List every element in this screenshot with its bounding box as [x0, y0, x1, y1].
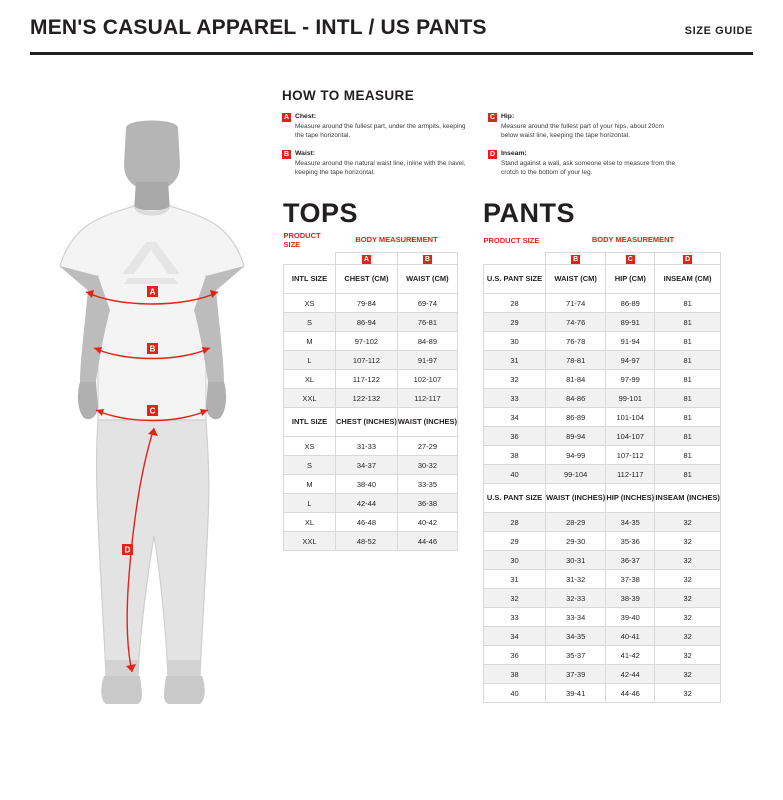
- letter-cell-c: C: [606, 253, 655, 265]
- cell-waist: 29-30: [546, 532, 606, 551]
- cell-size: 36: [484, 427, 546, 446]
- cell-size: S: [284, 456, 336, 475]
- table-row: [484, 684, 721, 703]
- how-to-measure-name: Waist:: [295, 149, 316, 157]
- cell-size: 40: [484, 465, 546, 484]
- pants-col-header-inseam-cm: INSEAM (CM): [655, 265, 721, 294]
- cell-chest: 86-94: [336, 313, 398, 332]
- table-row: [484, 351, 721, 370]
- cell-chest: 97-102: [336, 332, 398, 351]
- pants-table: [483, 228, 721, 703]
- letter-cell-b: B: [397, 253, 457, 265]
- svg-text:B: B: [149, 344, 156, 354]
- cell-size: 34: [484, 408, 546, 427]
- cell-hip: 36-37: [606, 551, 655, 570]
- cell-waist: 34-35: [546, 627, 606, 646]
- cell-hip: 42-44: [606, 665, 655, 684]
- cell-size: M: [284, 332, 336, 351]
- cell-inseam: 81: [655, 351, 721, 370]
- cell-hip: 44-46: [606, 684, 655, 703]
- table-row: [284, 532, 458, 551]
- cell-waist: 99-104: [546, 465, 606, 484]
- table-row: [284, 370, 458, 389]
- how-to-measure-item: [282, 112, 472, 141]
- table-row: [484, 551, 721, 570]
- cell-hip: 35-36: [606, 532, 655, 551]
- cell-inseam: 32: [655, 646, 721, 665]
- how-to-measure-name: Inseam:: [501, 149, 527, 157]
- tops-title: TOPS: [283, 198, 359, 228]
- cell-size: 38: [484, 446, 546, 465]
- cell-size: XS: [284, 294, 336, 313]
- cell-size: 33: [484, 389, 546, 408]
- svg-text:D: D: [124, 545, 131, 555]
- cell-waist: 31-32: [546, 570, 606, 589]
- cell-waist: 28-29: [546, 513, 606, 532]
- cell-size: 40: [484, 684, 546, 703]
- how-to-measure-desc: Measure around the fullest part, under the armpits, keeping the tape horizontal.: [295, 122, 466, 140]
- cell-chest: 122-132: [336, 389, 398, 408]
- cell-waist: 69-74: [397, 294, 457, 313]
- tops-product-size-header: PRODUCT SIZE: [283, 230, 321, 250]
- letter-cell-b: B: [546, 253, 606, 265]
- cell-chest: 79-84: [336, 294, 398, 313]
- cell-hip: 39-40: [606, 608, 655, 627]
- cell-waist: 86-89: [546, 408, 606, 427]
- badge-a: A: [283, 114, 290, 121]
- cell-waist: 74-76: [546, 313, 606, 332]
- pants-col-header-size-in: U.S. PANT SIZE: [484, 484, 546, 513]
- letter-cell-a: A: [336, 253, 398, 265]
- table-row: [284, 313, 458, 332]
- letter-cell-d: D: [655, 253, 721, 265]
- cell-hip: 91-94: [606, 332, 655, 351]
- cell-waist: 89-94: [546, 427, 606, 446]
- cell-inseam: 32: [655, 608, 721, 627]
- cell-hip: 38-39: [606, 589, 655, 608]
- cell-waist: 84-86: [546, 389, 606, 408]
- cell-size: 31: [484, 351, 546, 370]
- tops-col-header-chest-in: CHEST (INCHES): [336, 408, 398, 437]
- cell-waist: 44-46: [397, 532, 457, 551]
- how-to-measure-title: HOW TO MEASURE: [282, 88, 415, 103]
- cell-waist: 36-38: [397, 494, 457, 513]
- pants-col-header-hip-in: HIP (INCHES): [606, 484, 655, 513]
- cell-size: L: [284, 494, 336, 513]
- cell-chest: 107-112: [336, 351, 398, 370]
- badge-d: D: [489, 150, 496, 158]
- cell-hip: 104-107: [606, 427, 655, 446]
- cell-chest: 48-52: [336, 532, 398, 551]
- table-row: [484, 532, 721, 551]
- svg-text:C: C: [149, 406, 156, 416]
- cell-size: 29: [484, 313, 546, 332]
- table-row: [284, 351, 458, 370]
- cell-size: XXL: [284, 389, 336, 408]
- pants-col-header-inseam-in: INSEAM (INCHES): [655, 484, 721, 513]
- cell-inseam: 81: [655, 446, 721, 465]
- cell-inseam: 32: [655, 684, 721, 703]
- table-row: [484, 513, 721, 532]
- cell-size: 36: [484, 646, 546, 665]
- how-to-measure-text: [295, 149, 472, 178]
- table-row: [484, 465, 721, 484]
- table-row: [484, 446, 721, 465]
- cell-waist: 30-32: [397, 456, 457, 475]
- page-header: [0, 0, 783, 58]
- cell-hip: 40-41: [606, 627, 655, 646]
- cell-waist: 102-107: [397, 370, 457, 389]
- pants-product-size-header: PRODUCT SIZE: [483, 235, 540, 245]
- cell-waist: 81-84: [546, 370, 606, 389]
- cell-size: 32: [484, 370, 546, 389]
- how-to-measure-item: [488, 112, 678, 141]
- cell-waist: 39-41: [546, 684, 606, 703]
- cell-inseam: 32: [655, 532, 721, 551]
- cell-inseam: 81: [655, 427, 721, 446]
- cell-inseam: 32: [655, 627, 721, 646]
- cell-hip: 107-112: [606, 446, 655, 465]
- cell-size: XL: [284, 370, 336, 389]
- cell-chest: 34-37: [336, 456, 398, 475]
- cell-waist: 76-78: [546, 332, 606, 351]
- measurement-illustration: [28, 120, 276, 720]
- cell-inseam: 81: [655, 313, 721, 332]
- cell-waist: 78-81: [546, 351, 606, 370]
- table-row: [284, 389, 458, 408]
- table-row: [484, 570, 721, 589]
- cell-hip: 101-104: [606, 408, 655, 427]
- how-to-measure-desc: Stand against a wall, ask someone else to measure from the crotch to the bottom of your leg.: [501, 159, 676, 176]
- how-to-measure-item: [282, 149, 472, 178]
- cell-hip: 86-89: [606, 294, 655, 313]
- table-row: [484, 370, 721, 389]
- badge-b: B: [283, 150, 290, 158]
- cell-waist: 35-37: [546, 646, 606, 665]
- how-to-measure-text: [295, 112, 472, 141]
- pants-col-header-waist-in: WAIST (INCHES): [546, 484, 606, 513]
- cell-size: 30: [484, 332, 546, 351]
- cell-waist: 27-29: [397, 437, 457, 456]
- cell-waist: 40-42: [397, 513, 457, 532]
- cell-waist: 32-33: [546, 589, 606, 608]
- table-row: [284, 294, 458, 313]
- table-row: [484, 608, 721, 627]
- tops-col-header-waist-cm: WAIST (CM): [397, 265, 457, 294]
- tops-table: [283, 228, 458, 551]
- cell-inseam: 32: [655, 589, 721, 608]
- cell-inseam: 81: [655, 465, 721, 484]
- spacer-cell: [484, 253, 546, 265]
- svg-text:A: A: [149, 287, 156, 297]
- table-row: [484, 408, 721, 427]
- cell-hip: 94-97: [606, 351, 655, 370]
- how-to-measure-item: [488, 149, 678, 178]
- cell-size: XXL: [284, 532, 336, 551]
- pants-col-header-size: U.S. PANT SIZE: [484, 265, 546, 294]
- cell-inseam: 81: [655, 294, 721, 313]
- table-row: [484, 627, 721, 646]
- table-row: [284, 494, 458, 513]
- cell-size: XS: [284, 437, 336, 456]
- cell-hip: 37-38: [606, 570, 655, 589]
- how-to-measure-desc: Measure around the fullest part of your hips, about 20cm below waist line, keeping the tape horizontal.: [501, 122, 664, 140]
- cell-chest: 38-40: [336, 475, 398, 494]
- cell-waist: 71-74: [546, 294, 606, 313]
- table-row: [484, 427, 721, 446]
- cell-inseam: 32: [655, 551, 721, 570]
- cell-size: L: [284, 351, 336, 370]
- table-row: [284, 332, 458, 351]
- pants-col-header-waist-cm: WAIST (CM): [546, 265, 606, 294]
- table-row: [484, 389, 721, 408]
- cell-chest: 46-48: [336, 513, 398, 532]
- tops-col-header-size: INTL SIZE: [284, 265, 336, 294]
- cell-waist: 91-97: [397, 351, 457, 370]
- cell-size: 31: [484, 570, 546, 589]
- table-row: [284, 513, 458, 532]
- cell-waist: 33-34: [546, 608, 606, 627]
- tops-body-measurement-header: BODY MEASUREMENT: [355, 235, 438, 245]
- table-row: [284, 456, 458, 475]
- pants-col-header-hip-cm: HIP (CM): [606, 265, 655, 294]
- how-to-measure-desc: Measure around the natural waist line, inline with the navel, keeping the tape horizontal.: [295, 159, 466, 176]
- cell-size: 29: [484, 532, 546, 551]
- tops-col-header-chest-cm: CHEST (CM): [336, 265, 398, 294]
- cell-inseam: 32: [655, 665, 721, 684]
- tops-col-header-size-in: INTL SIZE: [284, 408, 336, 437]
- cell-size: 33: [484, 608, 546, 627]
- pants-title: PANTS: [483, 198, 576, 228]
- cell-hip: 89-91: [606, 313, 655, 332]
- cell-chest: 42-44: [336, 494, 398, 513]
- how-to-measure-text: [501, 149, 678, 178]
- table-row: [484, 646, 721, 665]
- size-guide-label: SIZE GUIDE: [684, 25, 753, 37]
- header-divider: [30, 52, 753, 55]
- cell-chest: 117-122: [336, 370, 398, 389]
- how-to-measure-column-left: [282, 112, 472, 185]
- badge-c: C: [489, 114, 496, 121]
- how-to-measure-column-right: [488, 112, 678, 185]
- cell-chest: 31-33: [336, 437, 398, 456]
- spacer-cell: [284, 253, 336, 265]
- cell-inseam: 32: [655, 513, 721, 532]
- cell-waist: 112-117: [397, 389, 457, 408]
- cell-size: 38: [484, 665, 546, 684]
- table-row: [484, 294, 721, 313]
- table-row: [484, 665, 721, 684]
- table-row: [484, 313, 721, 332]
- table-row: [284, 437, 458, 456]
- cell-waist: 30-31: [546, 551, 606, 570]
- cell-size: XL: [284, 513, 336, 532]
- cell-waist: 84-89: [397, 332, 457, 351]
- cell-inseam: 81: [655, 408, 721, 427]
- table-row: [484, 589, 721, 608]
- cell-size: M: [284, 475, 336, 494]
- cell-waist: 33-35: [397, 475, 457, 494]
- cell-inseam: 81: [655, 332, 721, 351]
- cell-inseam: 81: [655, 370, 721, 389]
- table-row: [284, 475, 458, 494]
- cell-size: 30: [484, 551, 546, 570]
- how-to-measure-section: [282, 88, 752, 185]
- how-to-measure-name: Chest:: [295, 113, 317, 120]
- cell-size: 28: [484, 513, 546, 532]
- cell-waist: 37-39: [546, 665, 606, 684]
- cell-waist: 76-81: [397, 313, 457, 332]
- cell-inseam: 32: [655, 570, 721, 589]
- cell-size: S: [284, 313, 336, 332]
- cell-hip: 112-117: [606, 465, 655, 484]
- pants-body-measurement-header: BODY MEASUREMENT: [591, 235, 675, 245]
- cell-size: 34: [484, 627, 546, 646]
- cell-hip: 41-42: [606, 646, 655, 665]
- page-title: MEN'S CASUAL APPAREL - INTL / US PANTS: [30, 16, 487, 39]
- cell-hip: 97-99: [606, 370, 655, 389]
- table-row: [484, 332, 721, 351]
- cell-hip: 34-35: [606, 513, 655, 532]
- cell-size: 28: [484, 294, 546, 313]
- cell-size: 32: [484, 589, 546, 608]
- how-to-measure-text: [501, 112, 678, 141]
- tops-col-header-waist-in: WAIST (INCHES): [397, 408, 457, 437]
- cell-hip: 99-101: [606, 389, 655, 408]
- cell-inseam: 81: [655, 389, 721, 408]
- how-to-measure-name: Hip:: [501, 113, 515, 120]
- cell-waist: 94-99: [546, 446, 606, 465]
